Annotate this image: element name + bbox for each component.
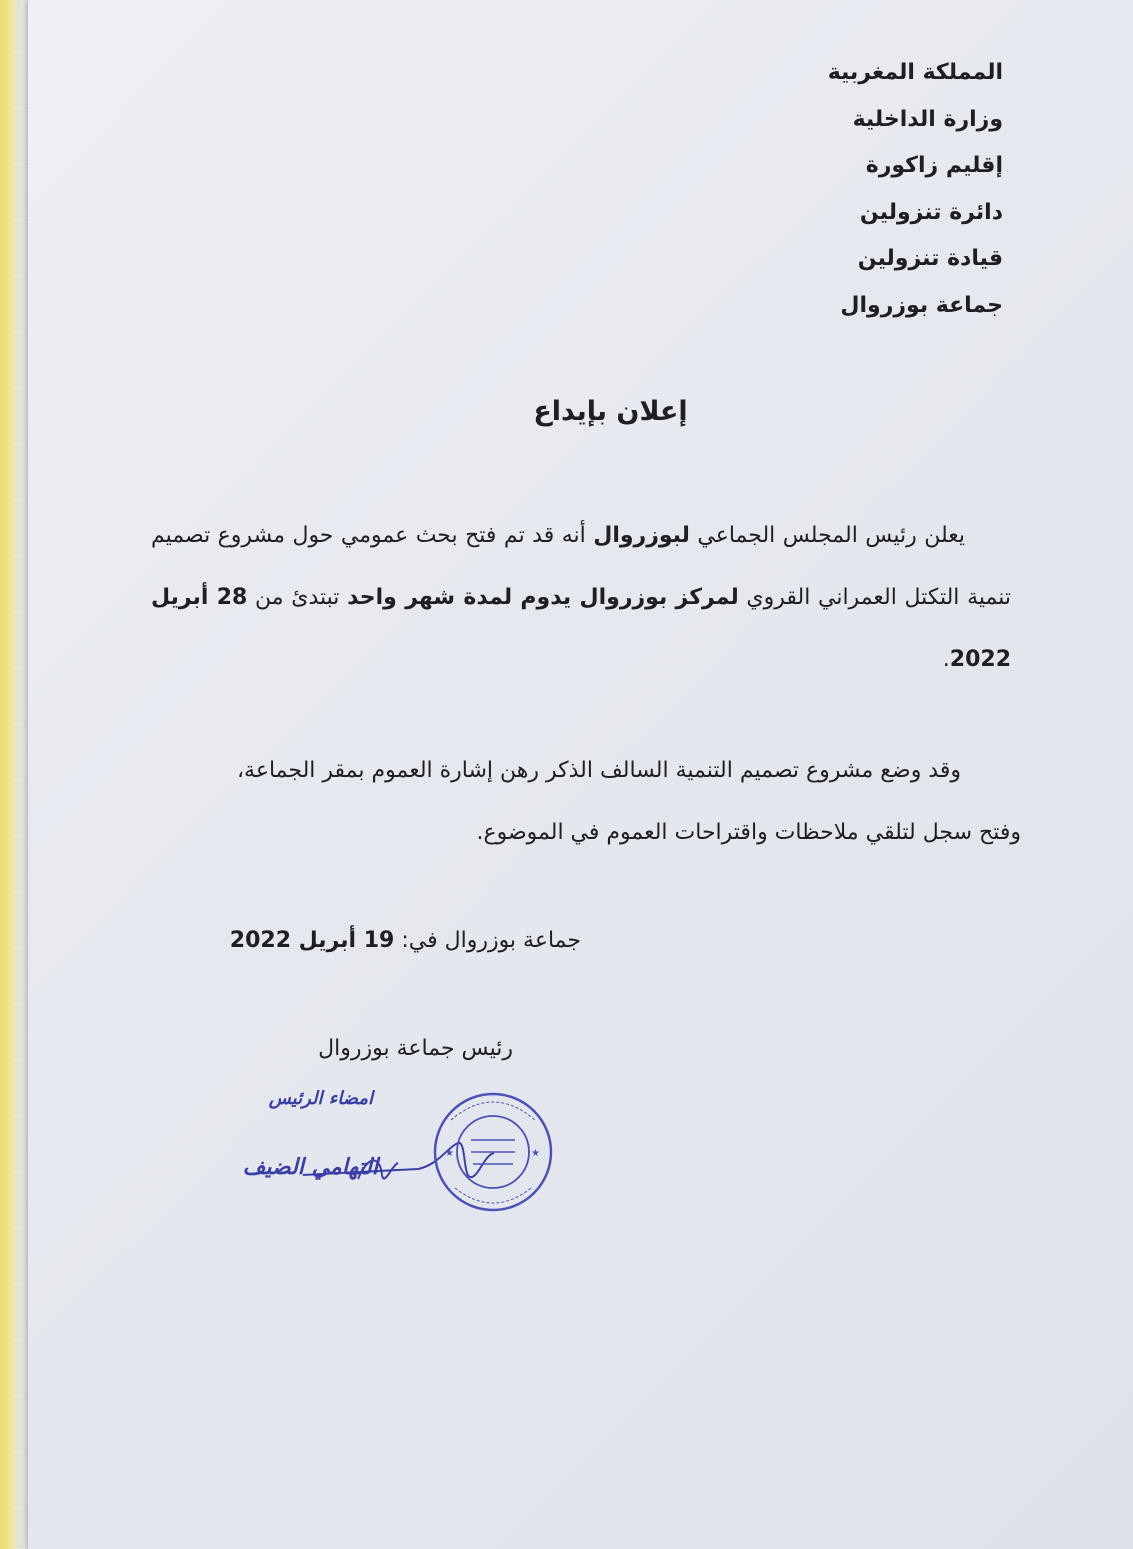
para-text: . — [942, 647, 950, 672]
signatory-title: رئيس جماعة بوزروال — [318, 1036, 513, 1061]
para-bold-date: 28 أبريل 2022 — [151, 585, 1011, 672]
letterhead — [703, 50, 1003, 329]
para-text: تبتدئ من — [247, 585, 348, 610]
issue-date: 19 أبريل 2022 — [229, 928, 395, 953]
para-bold: لبوزروال — [593, 523, 690, 548]
letterhead-line: المملكة المغربية — [827, 60, 1003, 85]
svg-text:★: ★ — [445, 1148, 454, 1159]
svg-text:★: ★ — [531, 1148, 540, 1159]
letterhead-line: دائرة تنزولين — [859, 199, 1003, 225]
signature-name: التهامي الضيف — [242, 1155, 378, 1180]
para-bold: لمركز بوزروال يدوم لمدة شهر واحد — [347, 585, 739, 610]
announcement-paragraph — [151, 505, 1011, 691]
official-stamp — [431, 1090, 555, 1214]
place-date-line — [230, 928, 581, 953]
place-label: جماعة بوزروال في: — [394, 928, 581, 953]
letterhead-line: وزارة الداخلية — [852, 106, 1003, 132]
para-text: يعلن رئيس المجلس الجماعي — [689, 523, 965, 548]
letterhead-line: إقليم زاكورة — [865, 153, 1003, 178]
letterhead-line: جماعة بوزروال — [840, 292, 1003, 318]
para-line: وفتح سجل لتلقي ملاحظات واقتراحات العموم في الموضوع. — [476, 820, 1021, 845]
para-line: وقد وضع مشروع تصميم التنمية السالف الذكر رهن إشارة العموم بمقر الجماعة، — [236, 758, 961, 783]
letterhead-line: قيادة تنزولين — [857, 246, 1003, 271]
deposit-paragraph — [141, 740, 1021, 864]
announcement-title: إعلان بإيداع — [533, 396, 688, 427]
document-page — [28, 0, 1133, 1549]
signature-label: امضاء الرئيس — [268, 1088, 373, 1109]
para-text: أنه قد تم فتح بحث عمومي حول مشروع تصميم تنمية التكتل العمراني القروي — [151, 523, 1012, 610]
